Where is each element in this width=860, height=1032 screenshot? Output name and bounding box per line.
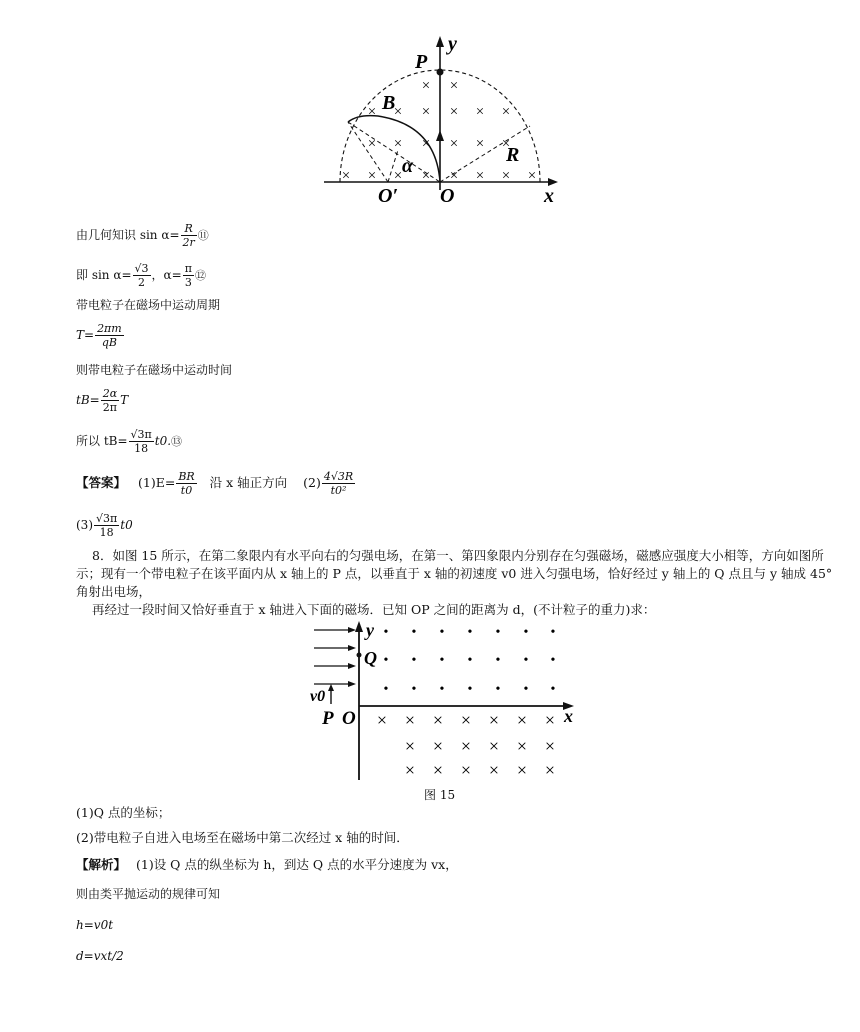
fraction-pi-over-3: [183, 262, 194, 289]
y-axis-arrow: [355, 621, 363, 632]
analysis-tag: 【解析】: [76, 857, 127, 872]
field-dot-mark: •: [495, 625, 501, 640]
field-dot-mark: •: [383, 653, 389, 668]
answer-part1-direction: 沿 x 轴正方向: [209, 475, 288, 490]
line-time-result: [76, 428, 182, 455]
field-cross-mark: ×: [501, 136, 511, 152]
field-cross-mark: ×: [516, 736, 528, 756]
label-y: y: [448, 33, 457, 55]
field-dot-mark: •: [467, 625, 473, 640]
frac-num: √3π: [96, 512, 118, 525]
fraction-sqrt3pi-over-18: [129, 428, 154, 455]
label-alpha: α: [402, 155, 414, 177]
answer-part2-prefix: (2): [303, 475, 321, 490]
label-x: x: [564, 706, 573, 726]
field-cross-mark: ×: [488, 760, 500, 780]
field-cross-mark: ×: [367, 168, 377, 184]
field-cross-mark: ×: [421, 168, 431, 184]
field-cross-mark: ×: [475, 168, 485, 184]
field-dot-mark: •: [439, 625, 445, 640]
field-dot-mark: •: [411, 653, 417, 668]
field-cross-mark: ×: [544, 760, 556, 780]
magnetic-field-crosses-into-page: [377, 710, 555, 780]
field-dot-mark: •: [439, 653, 445, 668]
equation-mark-12: ⑫: [194, 269, 206, 282]
field-arrowhead: [348, 681, 356, 687]
field-cross-mark: ×: [449, 168, 459, 184]
field-dot-mark: •: [439, 682, 445, 697]
field-dot-mark: •: [467, 653, 473, 668]
velocity-arrow: [436, 130, 444, 141]
analysis-line2: 则由类平抛运动的规律可知: [76, 887, 221, 901]
field-cross-mark: ×: [516, 760, 528, 780]
problem8-paragraph2: 再经过一段时间又恰好垂直于 x 轴进入下面的磁场．已知 OP 之间的距离为 d，(不计粒子的重力)求：: [92, 602, 656, 617]
figure-semicircle-field: [318, 30, 568, 210]
field-cross-mark: ×: [516, 710, 528, 730]
fraction-sqrt3-over-2: [133, 262, 151, 289]
field-dot-mark: •: [550, 653, 556, 668]
field-cross-mark: ×: [421, 78, 431, 94]
frac-num: √3π: [130, 428, 152, 441]
field-cross-mark: ×: [393, 168, 403, 184]
field-dot-mark: •: [383, 682, 389, 697]
magnetic-field-crosses: [342, 78, 536, 184]
line-time-heading: [76, 362, 232, 378]
label-O-prime: O′: [378, 185, 399, 207]
field-dot-mark: •: [383, 625, 389, 640]
magnetic-field-dots-out-of-page: [384, 625, 556, 697]
field-dot-mark: •: [495, 682, 501, 697]
frac-num: BR: [178, 470, 195, 483]
field-dot-mark: •: [467, 682, 473, 697]
field-dot-mark: •: [550, 625, 556, 640]
frac-den: qB: [101, 336, 117, 349]
v0-arrow-head: [328, 684, 334, 691]
field-cross-mark: ×: [475, 104, 485, 120]
line2-mid: ，α=: [151, 268, 182, 282]
line6-text: tB=: [76, 393, 100, 407]
fraction-BR-over-t0: [176, 470, 196, 497]
line5-text: 则带电粒子在磁场中运动时间: [76, 363, 233, 377]
field-cross-mark: ×: [460, 710, 472, 730]
line7-text: 所以 tB=: [76, 434, 128, 448]
field-dot-mark: •: [550, 682, 556, 697]
line-sin-alpha-geometry: [76, 222, 209, 249]
answer-part3-prefix: (3): [76, 518, 93, 532]
line1-text: 由几何知识 sin α=: [76, 228, 180, 242]
frac-num: R: [181, 222, 197, 236]
analysis-formula-d: d=vxt/2: [76, 949, 124, 963]
fraction-4sqrt3R-over-t0sq: [322, 470, 355, 497]
fraction-2alpha-over-2pi: [101, 387, 119, 414]
answer-part3-line: [76, 512, 133, 539]
label-B: B: [382, 92, 396, 114]
label-O: O: [342, 708, 356, 729]
label-P: P: [415, 51, 428, 73]
field-dot-mark: •: [411, 625, 417, 640]
line-sin-alpha-value: [76, 262, 206, 289]
figure15-caption: 图 15: [424, 788, 456, 802]
field-arrowhead: [348, 627, 356, 633]
frac-num: √3: [134, 262, 149, 275]
field-cross-mark: ×: [488, 710, 500, 730]
frac-den: 18: [134, 442, 149, 455]
field-cross-mark: ×: [341, 168, 351, 184]
line-time-formula: [76, 387, 128, 414]
field-cross-mark: ×: [475, 136, 485, 152]
frac-num: π: [184, 262, 192, 275]
fraction-sqrt3pi-over-18-answer: [94, 512, 119, 539]
field-cross-mark: ×: [432, 710, 444, 730]
field-cross-mark: ×: [393, 136, 403, 152]
field-cross-mark: ×: [376, 710, 388, 730]
question-1: (1)Q 点的坐标；: [76, 805, 171, 820]
field-cross-mark: ×: [488, 736, 500, 756]
figure15-field-diagram: [306, 618, 586, 784]
equation-mark-11: ⑪: [197, 229, 209, 242]
frac-den: 2π: [102, 401, 118, 414]
answer-part3-tail: t0: [120, 518, 133, 532]
field-cross-mark: ×: [393, 104, 403, 120]
field-cross-mark: ×: [544, 736, 556, 756]
field-dot-mark: •: [411, 682, 417, 697]
label-v0: v0: [310, 688, 326, 705]
field-cross-mark: ×: [449, 78, 459, 94]
field-dot-mark: •: [495, 653, 501, 668]
line-period-heading: [76, 297, 220, 313]
frac-den: 2: [138, 276, 146, 289]
field-cross-mark: ×: [432, 736, 444, 756]
answer-tag: 【答案】: [76, 475, 127, 490]
frac-den: 18: [99, 526, 114, 539]
field-cross-mark: ×: [367, 104, 377, 120]
label-y: y: [366, 620, 374, 640]
frac-den: 2r: [182, 236, 195, 249]
field-cross-mark: ×: [460, 736, 472, 756]
label-R: R: [506, 144, 520, 166]
label-O: O: [440, 185, 455, 207]
frac-num: 2πm: [97, 322, 122, 335]
fraction-2pim-over-qB: [95, 322, 124, 349]
label-x: x: [544, 185, 554, 207]
field-dot-mark: •: [523, 653, 529, 668]
analysis-text1: (1)设 Q 点的纵坐标为 h，到达 Q 点的水平分速度为 vx，: [136, 857, 458, 872]
frac-den: t0²: [330, 484, 347, 497]
field-cross-mark: ×: [449, 136, 459, 152]
fraction-R-over-2r: [181, 222, 197, 249]
field-cross-mark: ×: [404, 736, 416, 756]
electric-field-arrows: [314, 627, 356, 687]
field-arrowhead: [348, 645, 356, 651]
line-period-formula: [76, 322, 125, 349]
line7-tail: t0.: [154, 434, 172, 448]
frac-den: t0: [180, 484, 193, 497]
field-cross-mark: ×: [544, 710, 556, 730]
field-cross-mark: ×: [501, 104, 511, 120]
question-2: (2)带电粒子自进入电场至在磁场中第二次经过 x 轴的时间．: [76, 830, 409, 845]
field-cross-mark: ×: [421, 104, 431, 120]
frac-num: 2α: [102, 387, 118, 400]
field-cross-mark: ×: [501, 168, 511, 184]
analysis-line1: [76, 856, 836, 874]
frac-den: 3: [184, 276, 192, 289]
analysis-formula-h: h=v0t: [76, 918, 114, 932]
field-cross-mark: ×: [527, 168, 537, 184]
y-axis-arrow: [436, 36, 444, 47]
field-cross-mark: ×: [449, 104, 459, 120]
field-dot-mark: •: [523, 682, 529, 697]
problem8-paragraph1: 8．如图 15 所示，在第二象限内有水平向右的匀强电场，在第一、第四象限内分别存在匀强磁场，磁感应强度大小相等，方向如图所示；现有一个带电粒子在该平面内从 x 轴上的 P 点，以垂直于 x 轴的初速度 v0 进入匀强电场，恰好经过 y 轴上的 Q 点且与 y 轴成 45°角射出电场，: [76, 548, 833, 599]
field-cross-mark: ×: [421, 136, 431, 152]
line3-text: 带电粒子在磁场中运动周期: [76, 298, 221, 312]
field-arrowhead: [348, 663, 356, 669]
label-Q: Q: [364, 648, 377, 668]
field-cross-mark: ×: [367, 136, 377, 152]
line6-tail: T: [120, 393, 129, 407]
line2-text: 即 sin α=: [76, 268, 132, 282]
equation-mark-13: ⑬: [171, 435, 183, 448]
label-P: P: [322, 708, 334, 729]
frac-num: 4√3R: [323, 470, 354, 483]
field-cross-mark: ×: [460, 760, 472, 780]
field-cross-mark: ×: [404, 760, 416, 780]
field-cross-mark: ×: [432, 760, 444, 780]
point-P-dot: [437, 69, 444, 76]
point-Q-dot: [357, 653, 362, 658]
answer-part1-prefix: (1)E=: [138, 475, 176, 490]
field-cross-mark: ×: [404, 710, 416, 730]
line4-text: T=: [76, 328, 95, 342]
field-dot-mark: •: [523, 625, 529, 640]
answer-line: [76, 470, 356, 497]
